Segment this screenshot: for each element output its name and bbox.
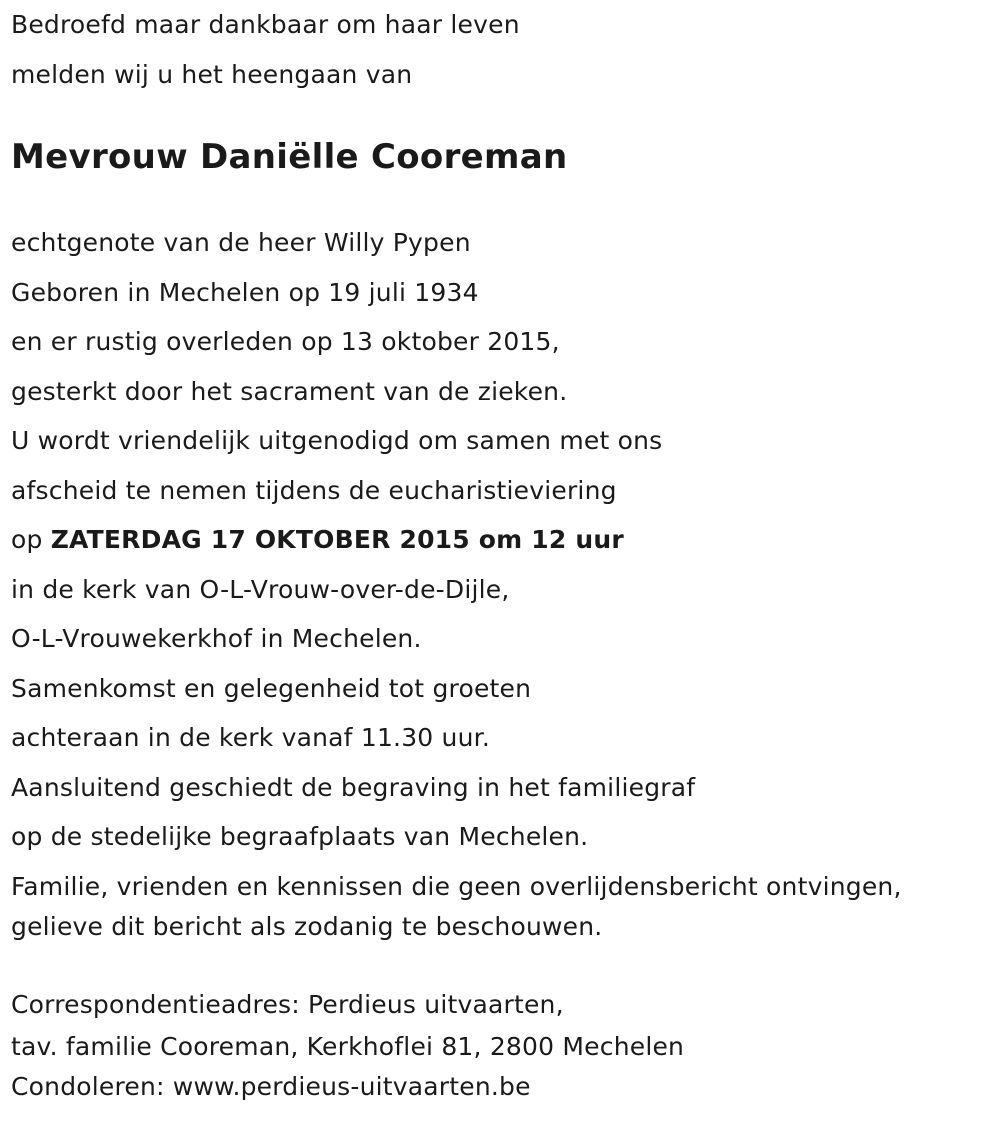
ceremony-date-line [11, 525, 624, 555]
sacrament-line: gesterkt door het sacrament van de zieken. [11, 377, 568, 406]
notice-line-1: Familie, vrienden en kennissen die geen overlijdensbericht ontvingen, [11, 872, 902, 901]
birth-line: Geboren in Mechelen op 19 juli 1934 [11, 278, 479, 307]
contact-line-2: tav. familie Cooreman, Kerkhoflei 81, 2800 Mechelen [11, 1032, 685, 1061]
spouse-line: echtgenote van de heer Willy Pypen [11, 228, 471, 257]
burial-line-2: op de stedelijke begraafplaats van Mechelen. [11, 822, 589, 851]
meeting-line-2: achteraan in de kerk vanaf 11.30 uur. [11, 723, 490, 752]
invitation-line-1: U wordt vriendelijk uitgenodigd om samen met ons [11, 426, 663, 455]
intro-line-1: Bedroefd maar dankbaar om haar leven [11, 10, 520, 39]
ceremony-date: ZATERDAG 17 OKTOBER 2015 om 12 uur [50, 525, 624, 554]
invitation-line-2: afscheid te nemen tijdens de eucharistieviering [11, 476, 617, 505]
church-line-2: O-L-Vrouwekerkhof in Mechelen. [11, 624, 422, 653]
notice-line-2: gelieve dit bericht als zodanig te beschouwen. [11, 912, 603, 941]
deceased-name: Mevrouw Daniëlle Cooreman [11, 137, 568, 177]
church-line-1: in de kerk van O-L-Vrouw-over-de-Dijle, [11, 575, 510, 604]
death-line: en er rustig overleden op 13 oktober 2015, [11, 327, 560, 356]
contact-line-3: Condoleren: www.perdieus-uitvaarten.be [11, 1072, 531, 1101]
burial-line-1: Aansluitend geschiedt de begraving in het familiegraf [11, 773, 696, 802]
date-prefix: op [11, 525, 51, 554]
intro-line-2: melden wij u het heengaan van [11, 60, 413, 89]
contact-line-1: Correspondentieadres: Perdieus uitvaarten, [11, 990, 564, 1019]
meeting-line-1: Samenkomst en gelegenheid tot groeten [11, 674, 532, 703]
